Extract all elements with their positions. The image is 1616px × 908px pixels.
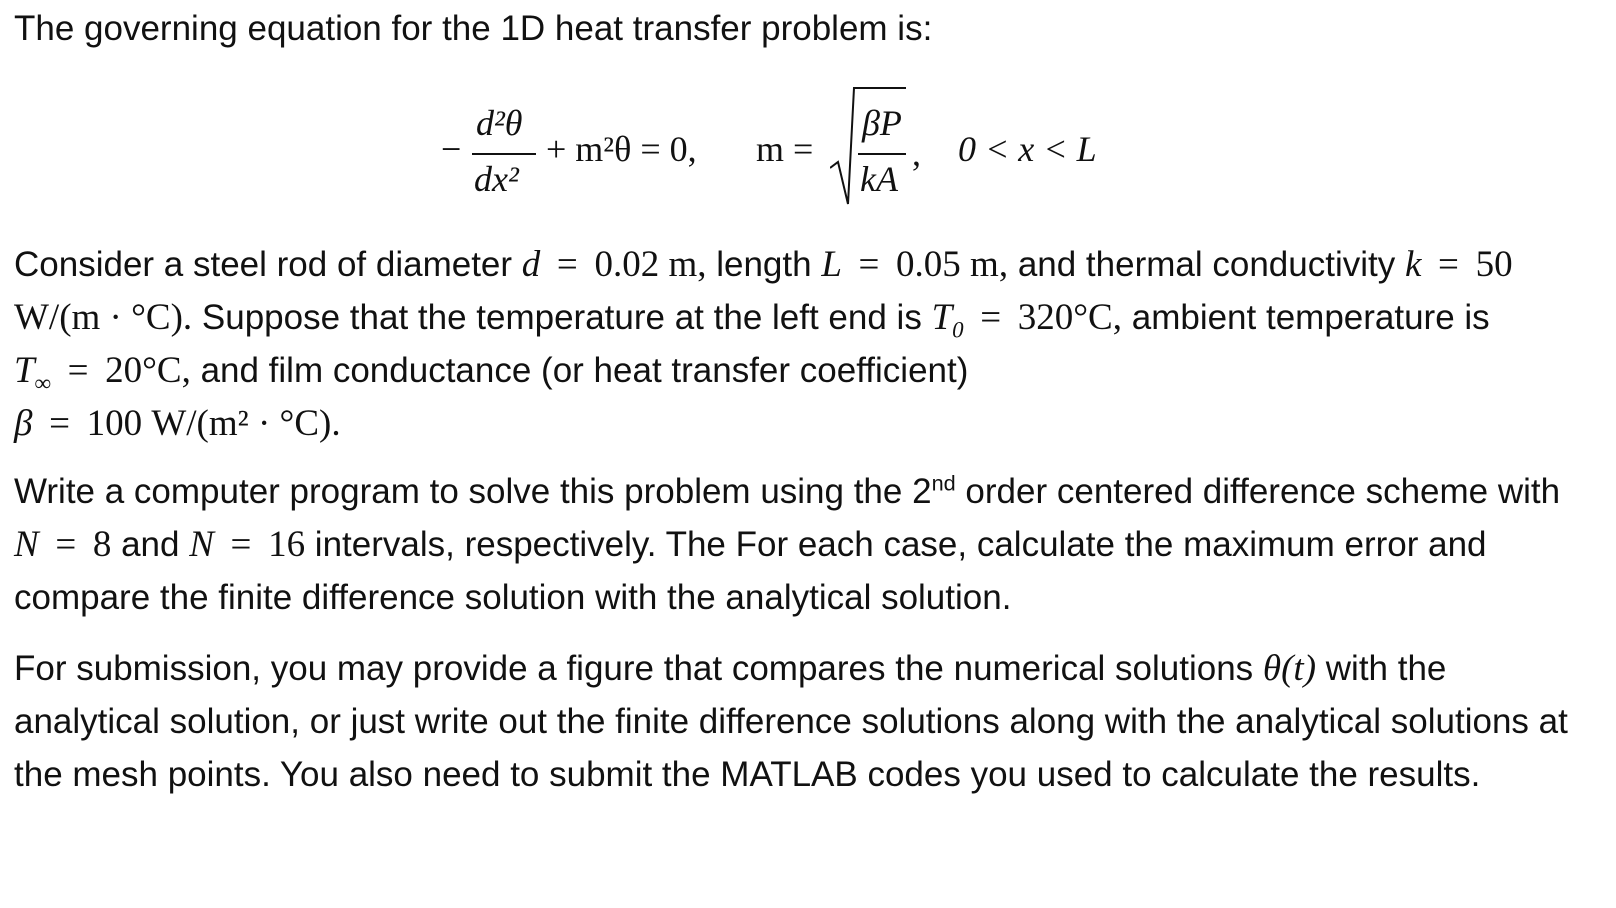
equals-sign: = [55, 524, 77, 565]
p1-text-5: ambient temperature is [1131, 298, 1490, 337]
eq-m-label: m = [756, 129, 814, 169]
p1-text-1: Consider a steel rod of diameter [14, 245, 513, 284]
value-Tinf: 20°C, [105, 350, 191, 391]
equals-sign: = [1438, 244, 1459, 285]
value-L: 0.05 m, [896, 244, 1009, 285]
eq-rest: + m²θ = 0, [546, 129, 697, 169]
eq-minus: − [441, 129, 462, 169]
var-d: d [521, 244, 541, 285]
var-beta: β [14, 403, 33, 444]
value-N1: 8 [92, 524, 112, 565]
var-Tinf: $T_\infty$ [14, 350, 51, 396]
eq-denominator: dx² [474, 159, 519, 199]
equals-sign: = [858, 244, 880, 285]
intro-text: The governing equation for the 1D heat transfer problem is: [14, 9, 933, 48]
eq-numerator: d²θ [476, 103, 523, 143]
value-d: 0.02 m, [594, 244, 707, 285]
paragraph-task [14, 465, 1594, 624]
value-N2: 16 [268, 524, 306, 565]
eq-domain-range: 0 < x < L [958, 129, 1097, 169]
eq-sqrt-numerator: βP [862, 103, 902, 143]
p2-text-2: order centered difference scheme with [965, 472, 1561, 511]
eq-comma: , [912, 133, 921, 173]
equals-sign: = [49, 403, 70, 444]
var-L: L [821, 244, 842, 285]
equals-sign: = [980, 297, 1002, 338]
value-k: 50 W/(m · °C). [14, 244, 1513, 338]
governing-equation [14, 80, 1609, 210]
var-k: k [1404, 244, 1422, 285]
paragraph-rod-properties [14, 238, 1584, 450]
paragraph-submission [14, 642, 1594, 801]
equals-sign: = [556, 244, 578, 285]
eq-sqrt-denominator: kA [860, 159, 898, 199]
p1-text-2: length [716, 245, 812, 284]
var-N2: N [189, 524, 214, 565]
equals-sign: = [67, 350, 89, 391]
equals-sign: = [230, 524, 252, 565]
p2-text-1: Write a computer program to solve this problem using the 2 [14, 472, 932, 511]
value-T0: 320°C, [1017, 297, 1122, 338]
p2-text-3: and [121, 525, 180, 564]
p3-text-2: with the analytical solution, or just write out the finite difference solutions along with the analytical solutions at the mesh points. You also need to submit the MATLAB codes you used to calculate the results. [14, 649, 1568, 794]
p1-text-3: and thermal conductivity [1017, 245, 1396, 284]
p1-text-6: and film conductance (or heat transfer coefficient) [200, 351, 969, 390]
ordinal-suffix: nd [931, 470, 956, 496]
p2-text-4: intervals, respectively. The For each case, calculate the maximum error and compare the finite difference solution with the analytical solution. [14, 525, 1487, 617]
eq-sqrt-fraction-bar [858, 153, 906, 155]
theta-of-t: θ(t) [1262, 648, 1317, 689]
eq-fraction-bar [472, 153, 536, 155]
p3-text-1: For submission, you may provide a figure that compares the numerical solutions [14, 649, 1254, 688]
value-beta: 100 W/(m² · °C). [86, 403, 341, 444]
var-T0: $T_0$ [931, 297, 964, 343]
var-N1: N [14, 524, 39, 565]
p1-text-4: Suppose that the temperature at the left end is [201, 298, 922, 337]
